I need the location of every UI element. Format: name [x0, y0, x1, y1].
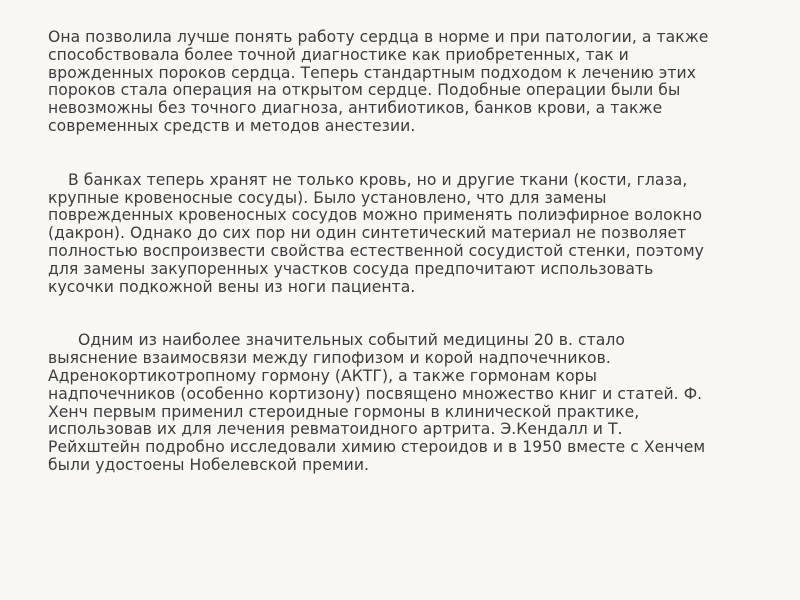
- paragraph-2-line-3: поврежденных кровеносных сосудов можно применять полиэфирное волокно: [48, 206, 703, 225]
- paragraph-1-line-2: способствовала более точной диагностике как приобретенных, так и: [48, 45, 629, 64]
- paragraph-2-line-1: В банках теперь хранят не только кровь, но и другие ткани (кости, глаза,: [48, 170, 688, 189]
- paragraph-2-line-4: (дакрон). Однако до сих пор ни один синтетический материал не позволяет: [48, 224, 687, 243]
- paragraph-3-line-4: надпочечников (особенно кортизону) посвящено множество книг и статей. Ф.: [48, 384, 703, 403]
- paragraph-1: [48, 29, 758, 136]
- paragraph-3-line-1: Одним из наиболее значительных событий медицины 20 в. стало: [48, 331, 626, 350]
- paragraph-3-line-6: использовав их для лечения ревматоидного артрита. Э.Кендалл и Т.: [48, 420, 623, 439]
- paragraph-2-line-2: крупные кровеносные сосуды). Было установлено, что для замены: [48, 188, 607, 207]
- paragraph-1-line-6: современных средств и методов анестезии.: [48, 116, 416, 135]
- paragraph-2: [48, 172, 758, 297]
- paragraph-3-line-2: выяснение взаимосвязи между гипофизом и корой надпочечников.: [48, 349, 611, 368]
- text-body: [48, 29, 758, 475]
- paragraph-3-line-3: Адренокортикотропному гормону (АКТГ), а также гормонам коры: [48, 366, 597, 385]
- paragraph-2-line-6: для замены закупоренных участков сосуда предпочитают использовать: [48, 259, 654, 278]
- paragraph-3: [48, 332, 758, 474]
- paragraph-1-line-1: Она позволила лучше понять работу сердца в норме и при патологии, а также: [48, 28, 709, 46]
- paragraph-2-line-7: кусочки подкожной вены из ноги пациента.: [48, 277, 416, 296]
- paragraph-1-line-3: врожденных пороков сердца. Теперь стандартным подходом к лечению этих: [48, 63, 697, 82]
- paragraph-2-line-5: полностью воспроизвести свойства естественной сосудистой стенки, поэтому: [48, 241, 704, 260]
- paragraph-3-line-8: были удостоены Нобелевской премии.: [48, 455, 370, 474]
- paragraph-3-line-7: Рейхштейн подробно исследовали химию стероидов и в 1950 вместе с Хенчем: [48, 438, 706, 457]
- paragraph-3-line-5: Хенч первым применил стероидные гормоны в клинической практике,: [48, 402, 640, 421]
- paragraph-1-line-5: невозможны без точного диагноза, антибиотиков, банков крови, а также: [48, 99, 663, 118]
- paragraph-1-line-4: пороков стала операция на открытом сердце. Подобные операции были бы: [48, 81, 681, 100]
